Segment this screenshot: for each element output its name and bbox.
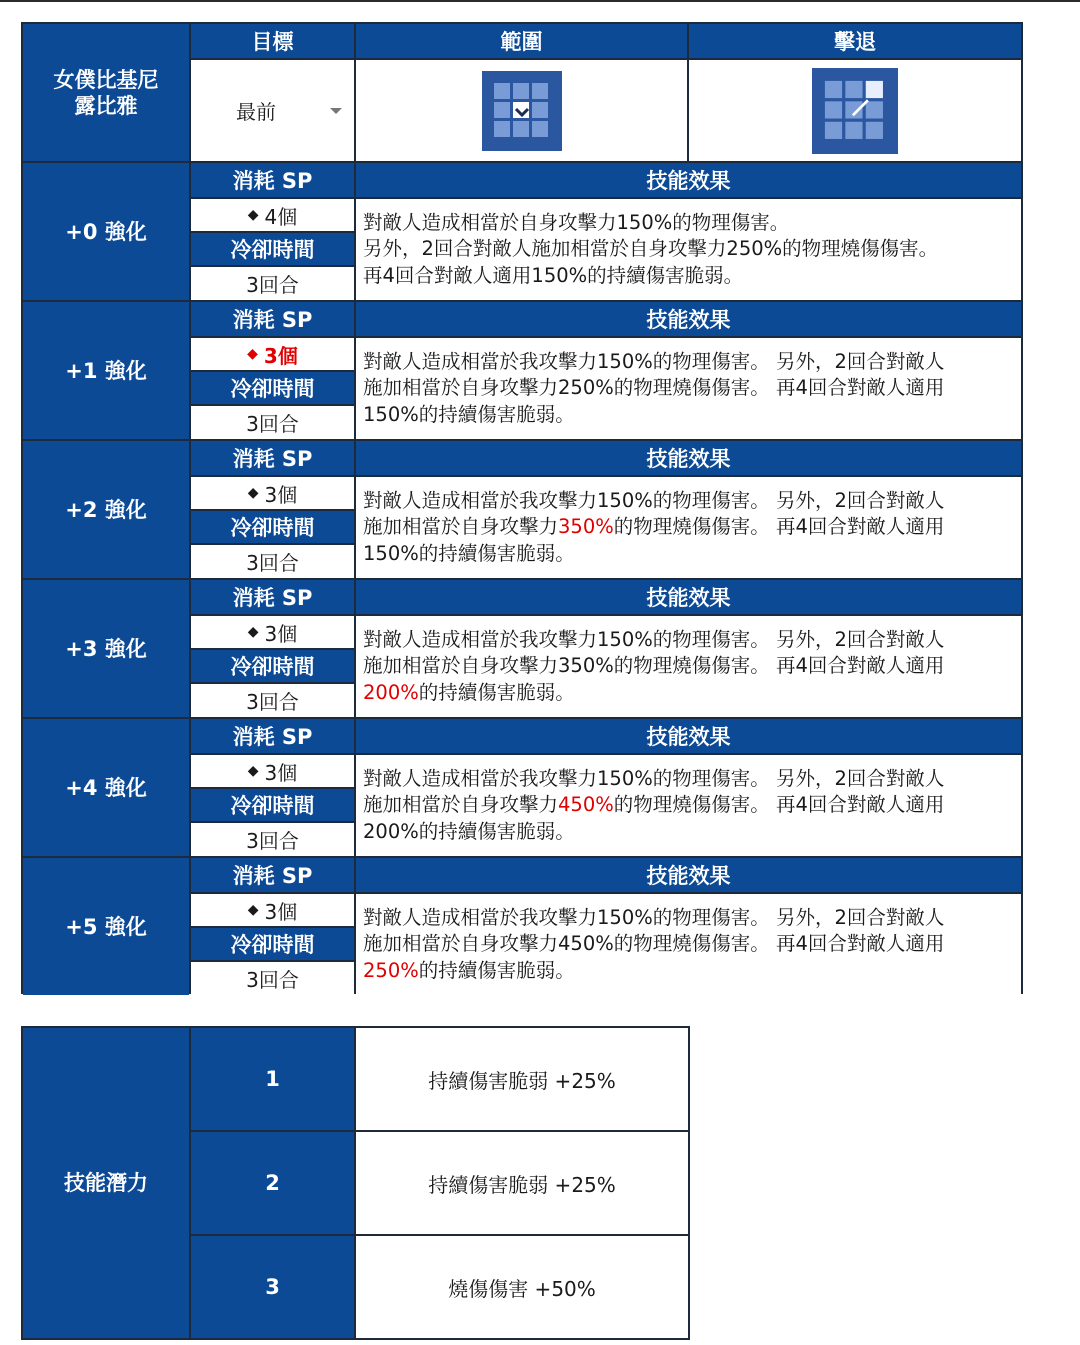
effect-segment: 對敵人造成相當於我攻擊力150%的物理傷害。 另外，2回合對敵人	[363, 349, 945, 373]
potential-row-3-effect	[356, 1236, 688, 1338]
level-4-effect-header	[356, 719, 1021, 753]
level-0-label-cell	[23, 163, 189, 300]
effect-segment: 另外，2回合對敵人施加相當於自身攻擊力250%的物理燒傷傷害。	[363, 237, 939, 261]
effect-paragraph	[363, 210, 938, 290]
effect-segment: 施加相當於自身攻擊力350%的物理燒傷傷害。 再4回合對敵人適用	[363, 654, 945, 678]
sp-header-label: 消耗 SP	[232, 725, 313, 749]
effect-header-label: 技能效果	[646, 864, 731, 888]
sp-header-label: 消耗 SP	[232, 169, 313, 193]
sp-value-text: 3個	[264, 760, 298, 785]
effect-segment: 的物理燒傷傷害。 再4回合對敵人適用	[613, 793, 945, 817]
character-name-line-2: 露比雅	[74, 93, 138, 118]
effect-paragraph	[363, 766, 944, 846]
level-3-cooldown-value	[191, 684, 354, 717]
highlight-value: 200%	[363, 680, 419, 704]
level-5-effect-text	[356, 894, 1021, 995]
target-select-value: 最前	[236, 100, 276, 124]
level-1-effect-text	[356, 338, 1021, 439]
level-2-cooldown-value	[191, 545, 354, 578]
level-4-sp-value	[191, 755, 354, 787]
effect-line	[363, 263, 938, 290]
potential-number-text: 2	[265, 1171, 280, 1195]
level-3-label-cell	[23, 580, 189, 717]
effect-line	[363, 402, 944, 429]
potential-table	[21, 1026, 690, 1340]
sp-value-text: 4個	[264, 204, 298, 229]
potential-number-text: 1	[265, 1067, 280, 1091]
effect-line	[363, 792, 944, 819]
effect-paragraph	[363, 488, 944, 568]
effect-segment: 施加相當於自身攻擊力	[363, 793, 559, 817]
potential-row-2-effect	[356, 1132, 688, 1234]
header-target	[191, 24, 354, 58]
effect-segment: 的持續傷害脆弱。	[418, 680, 575, 704]
effect-line	[363, 375, 944, 402]
level-5-sp-header	[191, 858, 354, 892]
potential-row-1-number	[191, 1028, 354, 1130]
cooldown-header-label: 冷卻時間	[230, 377, 315, 401]
sp-header-label: 消耗 SP	[232, 447, 313, 471]
level-1-label: +1 強化	[65, 358, 147, 383]
sp-header-label: 消耗 SP	[232, 586, 313, 610]
cooldown-value-text: 3回合	[246, 690, 299, 714]
level-4-effect-text	[356, 755, 1021, 856]
level-1-cooldown-header	[191, 372, 354, 404]
effect-segment: 施加相當於自身攻擊力450%的物理燒傷傷害。 再4回合對敵人適用	[363, 932, 945, 956]
effect-segment: 200%的持續傷害脆弱。	[363, 819, 575, 843]
cooldown-value-text: 3回合	[246, 968, 299, 992]
character-name-cell	[23, 24, 189, 161]
range-cell	[356, 60, 687, 161]
potential-title: 技能潛力	[64, 1171, 148, 1195]
sp-header-label: 消耗 SP	[232, 864, 313, 888]
level-3-sp-value	[191, 616, 354, 648]
cooldown-header-label: 冷卻時間	[230, 238, 315, 262]
character-name-line-1: 女僕比基尼	[53, 67, 159, 92]
cooldown-value-text: 3回合	[246, 829, 299, 853]
level-2-sp-header	[191, 441, 354, 475]
target-select[interactable]	[191, 60, 354, 161]
effect-segment: 對敵人造成相當於自身攻擊力150%的物理傷害。	[363, 210, 790, 234]
effect-segment: 150%的持續傷害脆弱。	[363, 541, 575, 565]
cooldown-header-label: 冷卻時間	[230, 655, 315, 679]
level-5-label-cell	[23, 858, 189, 995]
potential-row-3-number	[191, 1236, 354, 1338]
effect-line	[363, 680, 944, 707]
cooldown-value-text: 3回合	[246, 412, 299, 436]
level-4-label-cell	[23, 719, 189, 856]
header-knockback	[689, 24, 1021, 58]
level-1-sp-value	[191, 338, 354, 370]
top-border	[0, 0, 1080, 2]
effect-paragraph	[363, 905, 944, 985]
effect-header-label: 技能效果	[646, 586, 731, 610]
level-4-sp-header	[191, 719, 354, 753]
chevron-down-icon[interactable]	[330, 108, 342, 114]
header-target-label: 目標	[251, 30, 294, 54]
diamond-bullet-icon: ◆	[247, 902, 259, 918]
level-0-cooldown-header	[191, 233, 354, 265]
effect-line	[363, 627, 944, 654]
effect-line	[363, 905, 944, 932]
cooldown-value-text: 3回合	[246, 551, 299, 575]
potential-row-2-number	[191, 1132, 354, 1234]
knockback-cell	[689, 60, 1021, 161]
level-4-label: +4 強化	[65, 775, 147, 800]
level-1-effect-header	[356, 302, 1021, 336]
level-2-effect-text	[356, 477, 1021, 578]
level-1-label-cell	[23, 302, 189, 439]
effect-paragraph	[363, 349, 944, 429]
cooldown-value-text: 3回合	[246, 273, 299, 297]
highlight-value: 250%	[363, 958, 419, 982]
diamond-bullet-icon: ◆	[247, 485, 259, 501]
sp-value-text: 3個	[264, 899, 298, 924]
highlight-value: 350%	[558, 515, 614, 539]
potential-effect-text: 持續傷害脆弱 +25%	[428, 1172, 616, 1197]
level-2-label: +2 強化	[65, 497, 147, 522]
effect-header-label: 技能效果	[646, 308, 731, 332]
skill-table	[21, 22, 1023, 994]
level-0-label: +0 強化	[65, 219, 147, 244]
effect-line	[363, 819, 944, 846]
level-4-cooldown-header	[191, 789, 354, 821]
effect-line	[363, 514, 944, 541]
effect-paragraph	[363, 627, 944, 707]
effect-line	[363, 349, 944, 376]
potential-effect-text: 持續傷害脆弱 +25%	[428, 1068, 616, 1093]
cooldown-header-label: 冷卻時間	[230, 794, 315, 818]
level-3-cooldown-header	[191, 650, 354, 682]
effect-line	[363, 653, 944, 680]
potential-title-cell	[23, 1028, 189, 1338]
potential-number-text: 3	[265, 1275, 280, 1299]
diamond-bullet-icon: ◆	[247, 624, 259, 640]
effect-line	[363, 958, 944, 985]
potential-row-1-effect	[356, 1028, 688, 1130]
effect-segment: 的持續傷害脆弱。	[418, 958, 575, 982]
effect-segment: 對敵人造成相當於我攻擊力150%的物理傷害。 另外，2回合對敵人	[363, 488, 945, 512]
level-2-label-cell	[23, 441, 189, 578]
header-range-label: 範圍	[500, 30, 543, 54]
level-0-cooldown-value	[191, 267, 354, 300]
header-range	[356, 24, 687, 58]
effect-header-label: 技能效果	[646, 447, 731, 471]
level-5-effect-header	[356, 858, 1021, 892]
potential-effect-text: 燒傷傷害 +50%	[448, 1276, 596, 1301]
effect-line	[363, 236, 938, 263]
level-5-cooldown-header	[191, 928, 354, 960]
level-0-effect-text	[356, 199, 1021, 300]
level-0-sp-header	[191, 163, 354, 197]
diamond-bullet-icon: ◆	[247, 763, 259, 779]
effect-segment: 對敵人造成相當於我攻擊力150%的物理傷害。 另外，2回合對敵人	[363, 627, 945, 651]
cooldown-header-label: 冷卻時間	[230, 516, 315, 540]
level-3-effect-text	[356, 616, 1021, 717]
level-1-sp-header	[191, 302, 354, 336]
level-1-cooldown-value	[191, 406, 354, 439]
level-5-sp-value	[191, 894, 354, 926]
effect-segment: 150%的持續傷害脆弱。	[363, 402, 575, 426]
effect-segment: 施加相當於自身攻擊力	[363, 515, 559, 539]
sp-header-label: 消耗 SP	[232, 308, 313, 332]
effect-segment: 再4回合對敵人適用150%的持續傷害脆弱。	[363, 263, 744, 287]
sp-value-text: 3個	[264, 621, 298, 646]
level-2-sp-value	[191, 477, 354, 509]
effect-line	[363, 488, 944, 515]
effect-line	[363, 210, 938, 237]
level-3-effect-header	[356, 580, 1021, 614]
level-2-cooldown-header	[191, 511, 354, 543]
effect-segment: 對敵人造成相當於我攻擊力150%的物理傷害。 另外，2回合對敵人	[363, 766, 945, 790]
header-knockback-label: 擊退	[834, 30, 876, 54]
level-5-label: +5 強化	[65, 914, 147, 939]
grid-range-icon	[482, 71, 562, 151]
grid-knockback-icon	[812, 68, 898, 154]
level-3-sp-header	[191, 580, 354, 614]
effect-line	[363, 931, 944, 958]
level-2-effect-header	[356, 441, 1021, 475]
sp-value-text: 3個	[263, 343, 298, 368]
effect-header-label: 技能效果	[646, 169, 731, 193]
sp-value-text: 3個	[264, 482, 298, 507]
level-5-cooldown-value	[191, 962, 354, 995]
effect-line	[363, 766, 944, 793]
highlight-value: 450%	[558, 793, 614, 817]
cooldown-header-label: 冷卻時間	[230, 933, 315, 957]
effect-header-label: 技能效果	[646, 725, 731, 749]
effect-segment: 對敵人造成相當於我攻擊力150%的物理傷害。 另外，2回合對敵人	[363, 905, 945, 929]
effect-line	[363, 541, 944, 568]
effect-segment: 的物理燒傷傷害。 再4回合對敵人適用	[613, 515, 945, 539]
character-name	[54, 67, 159, 119]
level-4-cooldown-value	[191, 823, 354, 856]
effect-segment: 施加相當於自身攻擊力250%的物理燒傷傷害。 再4回合對敵人適用	[363, 376, 945, 400]
diamond-bullet-icon: ◆	[247, 207, 259, 223]
diamond-bullet-icon: ◆	[247, 346, 258, 362]
level-0-effect-header	[356, 163, 1021, 197]
level-0-sp-value	[191, 199, 354, 231]
level-3-label: +3 強化	[65, 636, 147, 661]
